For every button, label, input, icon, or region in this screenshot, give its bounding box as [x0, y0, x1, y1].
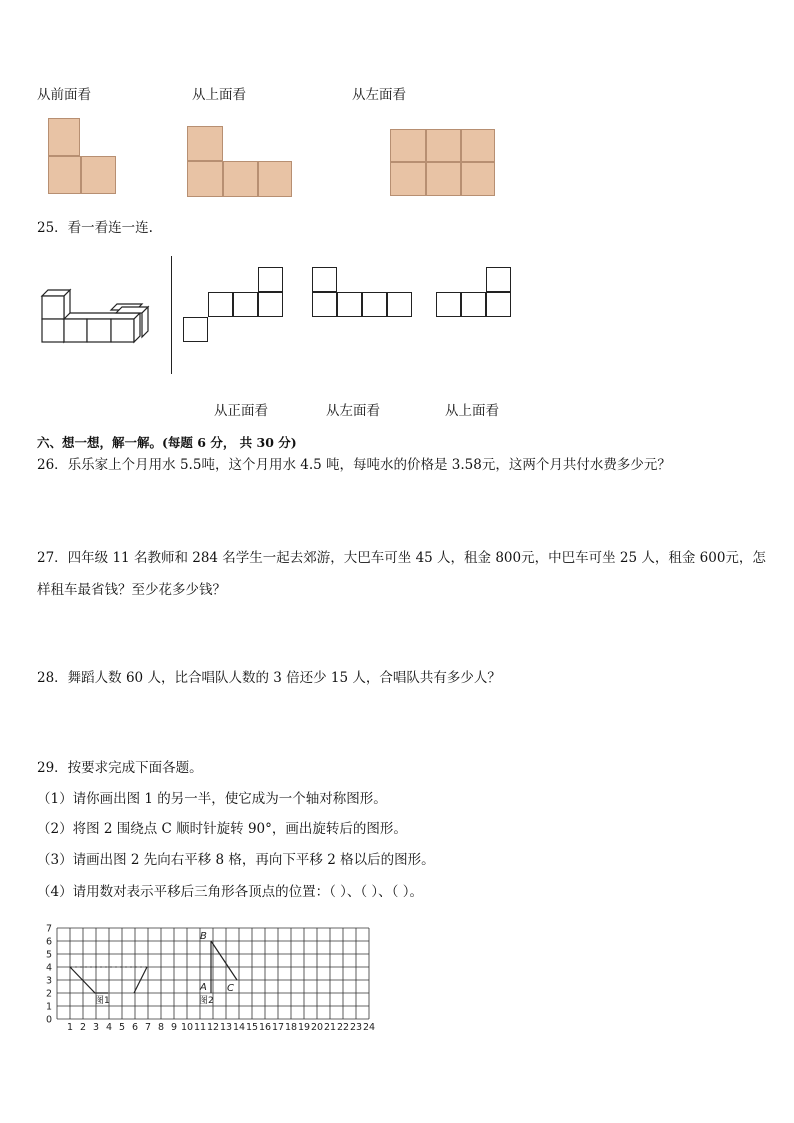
square [337, 292, 362, 317]
section-6-heading: 六、想一想，解一解。(每题 6 分， 共 30 分) [37, 435, 297, 450]
square [208, 292, 233, 317]
question-26: 26．乐乐家上个月用水 5.5吨，这个月用水 4.5 吨，每吨水的价格是 3.58元，这两个月共付水费多少元？ [37, 457, 671, 473]
point-b-label: B [200, 931, 207, 942]
q25-view-shape-2 [312, 267, 413, 318]
square [187, 161, 223, 197]
x-tick-label: 18 [284, 1022, 298, 1033]
x-tick-label: 9 [170, 1022, 178, 1033]
square [390, 162, 426, 196]
square [390, 129, 426, 162]
question-27-line-1: 27．四年级 11 名教师和 284 名学生一起去郊游，大巴车可坐 45 人，租金 800元，中巴车可坐 25 人，租金 600元，怎 [37, 550, 766, 566]
x-tick-label: 4 [105, 1022, 113, 1033]
y-tick-label: 7 [45, 924, 52, 935]
view-label-top: 从上面看 [192, 87, 246, 103]
x-tick-label: 10 [180, 1022, 194, 1033]
coordinate-grid [40, 924, 380, 1036]
question-29-item-3: （3）请画出图 2 先向右平移 8 格，再向下平移 2 格以后的图形。 [37, 852, 435, 868]
question-29-item-4: （4）请用数对表示平移后三角形各顶点的位置：（ ）、（ ）、（ ）。 [37, 884, 423, 900]
square [183, 317, 208, 342]
x-tick-label: 19 [297, 1022, 311, 1033]
x-tick-label: 11 [193, 1022, 207, 1033]
question-27-line-2: 样租车最省钱？至少花多少钱？ [37, 582, 226, 598]
square [258, 292, 283, 317]
figure-1-label: 图1 [95, 996, 110, 1006]
square [461, 292, 486, 317]
question-25-title: 25．看一看连一连. [37, 220, 153, 236]
square [387, 292, 412, 317]
point-a-label: A [200, 982, 207, 993]
y-tick-label: 6 [45, 936, 52, 948]
x-tick-label: 20 [310, 1022, 324, 1033]
q25-view-shape-1 [183, 267, 283, 343]
x-tick-label: 1 [66, 1022, 74, 1033]
y-tick-label: 2 [45, 988, 52, 1000]
square [48, 156, 81, 194]
square [258, 161, 292, 197]
square [258, 267, 283, 292]
square [486, 292, 511, 317]
left-view-shape [390, 129, 496, 196]
question-29-item-1: （1）请你画出图 1 的另一半，使它成为一个轴对称图形。 [37, 791, 387, 807]
cube-solid-figure [38, 286, 160, 346]
x-tick-label: 16 [258, 1022, 272, 1033]
x-tick-label: 12 [206, 1022, 220, 1033]
square [486, 267, 511, 292]
square [426, 129, 461, 162]
square [223, 161, 258, 197]
question-29-item-2: （2）将图 2 围绕点 C 顺时针旋转 90°，画出旋转后的图形。 [37, 821, 407, 837]
square [48, 118, 80, 156]
square [81, 156, 116, 194]
view-label-front: 从前面看 [37, 87, 91, 103]
x-tick-label: 8 [157, 1022, 165, 1033]
question-28: 28．舞蹈人数 60 人，比合唱队人数的 3 倍还少 15 人，合唱队共有多少人？ [37, 670, 501, 686]
x-tick-label: 6 [131, 1022, 139, 1033]
x-tick-label: 14 [232, 1022, 246, 1033]
point-c-label: C [227, 983, 234, 994]
x-tick-label: 21 [323, 1022, 337, 1033]
square [461, 129, 495, 162]
square [312, 292, 337, 317]
figure-2-label: 图2 [199, 996, 214, 1006]
x-tick-label: 2 [79, 1022, 87, 1033]
view-label-left: 从左面看 [352, 87, 406, 103]
square [362, 292, 387, 317]
y-tick-label: 0 [45, 1014, 52, 1026]
x-tick-label: 5 [118, 1022, 126, 1033]
y-tick-label: 5 [45, 949, 52, 961]
x-tick-label: 17 [271, 1022, 285, 1033]
x-tick-label: 24 [362, 1022, 376, 1033]
square [187, 126, 223, 161]
y-tick-label: 4 [45, 962, 52, 974]
q25-label-top: 从上面看 [445, 403, 499, 419]
x-tick-label: 3 [92, 1022, 100, 1033]
top-view-shape [187, 126, 293, 198]
square [461, 162, 495, 196]
question-29-title: 29．按要求完成下面各题。 [37, 760, 203, 776]
x-tick-label: 15 [245, 1022, 259, 1033]
front-view-shape [48, 118, 118, 194]
square [233, 292, 258, 317]
vertical-divider [171, 256, 172, 374]
y-tick-label: 1 [45, 1001, 52, 1013]
x-tick-label: 7 [144, 1022, 152, 1033]
figure-2-side [211, 941, 237, 980]
x-tick-label: 13 [219, 1022, 233, 1033]
q25-view-shape-3 [436, 267, 513, 318]
q25-label-left: 从左面看 [326, 403, 380, 419]
x-tick-label: 23 [349, 1022, 363, 1033]
square [312, 267, 337, 292]
q25-label-front: 从正面看 [214, 403, 268, 419]
y-tick-label: 3 [45, 975, 52, 987]
square [436, 292, 461, 317]
x-tick-label: 22 [336, 1022, 350, 1033]
square [426, 162, 461, 196]
